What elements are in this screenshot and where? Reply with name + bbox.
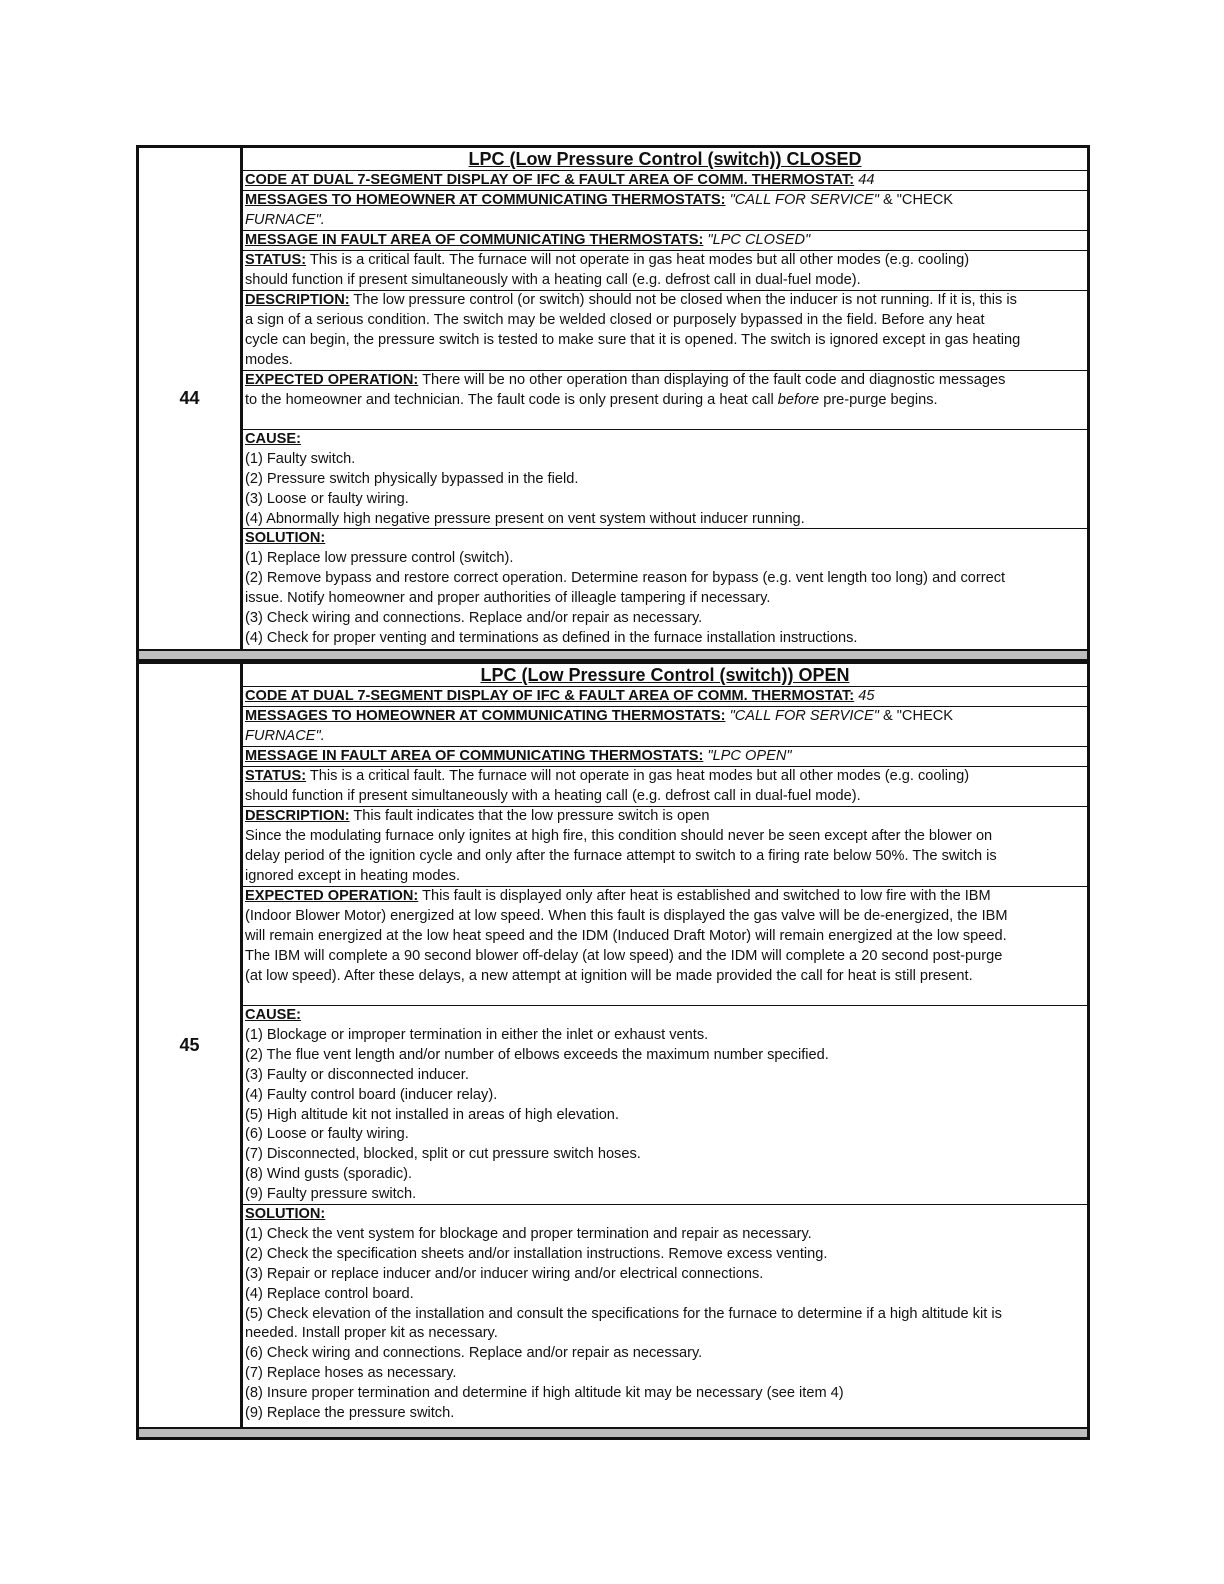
fault-area-message-row: MESSAGE IN FAULT AREA OF COMMUNICATING THERMOSTATS: "LPC OPEN" bbox=[243, 747, 1087, 767]
list-item: (2) Check the specification sheets and/or installation instructions. Remove excess venting. bbox=[245, 1245, 828, 1262]
description-row: DESCRIPTION: This fault indicates that the low pressure switch is open Since the modulating furnace only ignites at high fire, this condition should never be seen except after the blower on delay period of the ignition cycle and only after the furnace attempt to switch to a firing rate below 50%. The switch is ignored except in heating modes. bbox=[243, 807, 1087, 887]
expected-operation-row: EXPECTED OPERATION: There will be no other operation than displaying of the fault code and diagnostic messages to the homeowner and technician. The fault code is only present during a heat call before pre-purge begins. bbox=[243, 371, 1087, 430]
fault-title: LPC (Low Pressure Control (switch)) CLOSED bbox=[243, 148, 1087, 171]
list-item: issue. Notify homeowner and proper authorities of illeagle tampering if necessary. bbox=[245, 589, 771, 606]
list-item: (2) Remove bypass and restore correct operation. Determine reason for bypass (e.g. vent length too long) and correct bbox=[245, 569, 1006, 586]
fault-content bbox=[243, 664, 1087, 1425]
fault-separator-bar bbox=[139, 1427, 1087, 1437]
list-item: (7) Replace hoses as necessary. bbox=[245, 1365, 457, 1382]
cause-row: CAUSE: (1) Faulty switch. (2) Pressure switch physically bypassed in the field. (3) Loose or faulty wiring. (4) Abnormally high negative pressure present on vent system without inducer running. bbox=[243, 430, 1087, 529]
homeowner-message-row: MESSAGES TO HOMEOWNER AT COMMUNICATING THERMOSTATS: "CALL FOR SERVICE" & "CHECK FURNACE". bbox=[243, 191, 1087, 231]
fault-area-message-row: MESSAGE IN FAULT AREA OF COMMUNICATING THERMOSTATS: "LPC CLOSED" bbox=[243, 231, 1087, 251]
list-item: (3) Check wiring and connections. Replace and/or repair as necessary. bbox=[245, 609, 703, 626]
list-item: (6) Loose or faulty wiring. bbox=[245, 1126, 409, 1143]
list-item: (4) Check for proper venting and terminations as defined in the furnace installation instructions. bbox=[245, 629, 858, 646]
fault-code-cell: 45 bbox=[139, 664, 243, 1427]
cause-row: CAUSE: (1) Blockage or improper termination in either the inlet or exhaust vents. (2) The flue vent length and/or number of elbows exceeds the maximum number specified. (3) Faulty or disconnected inducer. (4) Faulty control board (inducer relay). (5) High altitude kit not installed in areas of high elevation. (6) Loose or faulty wiring. (7) Disconnected, blocked, split or cut pressure switch hoses. (8) Wind gusts (sporadic). (9) Faulty pressure switch. bbox=[243, 1006, 1087, 1205]
list-item: (3) Loose or faulty wiring. bbox=[245, 490, 409, 507]
list-item: (9) Faulty pressure switch. bbox=[245, 1186, 417, 1203]
expected-operation-row: EXPECTED OPERATION: This fault is displayed only after heat is established and switched to low fire with the IBM (Indoor Blower Motor) energized at low speed. When this fault is displayed the gas valve will be de-energized, the IBM will remain energized at the low heat speed and the IDM (Induced Draft Motor) will remain energized at the low speed. The IBM will complete a 90 second blower off-delay (at low speed) and the IDM will complete a 20 second post-purge (at low speed). After these delays, a new attempt at ignition will be made provided the call for heat is still present. bbox=[243, 887, 1087, 1006]
list-item: (1) Check the vent system for blockage and proper termination and repair as necessary. bbox=[245, 1225, 812, 1242]
fault-block-44 bbox=[136, 145, 1090, 662]
fault-block-45 bbox=[136, 661, 1090, 1440]
solution-row: SOLUTION: (1) Replace low pressure control (switch). (2) Remove bypass and restore correct operation. Determine reason for bypass (e.g. vent length too long) and correct issue. Notify homeowner and proper authorities of illeagle tampering if necessary. (3) Check wiring and connections. Replace and/or repair as necessary. (4) Check for proper venting and terminations as defined in the furnace installation instructions. bbox=[243, 529, 1087, 649]
list-item: (2) The flue vent length and/or number of elbows exceeds the maximum number specified. bbox=[245, 1046, 829, 1063]
fault-code-cell: 44 bbox=[139, 148, 243, 649]
list-item: (1) Blockage or improper termination in either the inlet or exhaust vents. bbox=[245, 1026, 709, 1043]
code-display-row: CODE AT DUAL 7-SEGMENT DISPLAY OF IFC & FAULT AREA OF COMM. THERMOSTAT: 44 bbox=[243, 171, 1087, 191]
code-display-row: CODE AT DUAL 7-SEGMENT DISPLAY OF IFC & FAULT AREA OF COMM. THERMOSTAT: 45 bbox=[243, 687, 1087, 707]
fault-content bbox=[243, 148, 1087, 649]
list-item: (4) Abnormally high negative pressure present on vent system without inducer running. bbox=[245, 510, 805, 527]
list-item: (1) Faulty switch. bbox=[245, 450, 356, 467]
status-row: STATUS: This is a critical fault. The furnace will not operate in gas heat modes but all other modes (e.g. cooling) should function if present simultaneously with a heating call (e.g. defrost call in dual-fuel mode). bbox=[243, 767, 1087, 807]
list-item: (4) Faulty control board (inducer relay). bbox=[245, 1086, 498, 1103]
list-item: (2) Pressure switch physically bypassed in the field. bbox=[245, 470, 579, 487]
list-item: (9) Replace the pressure switch. bbox=[245, 1405, 455, 1422]
list-item: (3) Faulty or disconnected inducer. bbox=[245, 1066, 469, 1083]
solution-row: SOLUTION: (1) Check the vent system for blockage and proper termination and repair as necessary. (2) Check the specification sheets and/or installation instructions. Remove excess venting. (3) Repair or replace inducer and/or inducer wiring and/or electrical connections. (4) Replace control board. (5) Check elevation of the installation and consult the specifications for the furnace to determine if a high altitude kit is needed. Install proper kit as necessary. (6) Check wiring and connections. Replace and/or repair as necessary. (7) Replace hoses as necessary. (8) Insure proper termination and determine if high altitude kit may be necessary (see item 4) (9) Replace the pressure switch. bbox=[243, 1205, 1087, 1425]
list-item: (5) High altitude kit not installed in areas of high elevation. bbox=[245, 1106, 619, 1123]
homeowner-message-row: MESSAGES TO HOMEOWNER AT COMMUNICATING THERMOSTATS: "CALL FOR SERVICE" & "CHECK FURNACE". bbox=[243, 707, 1087, 747]
fault-separator-bar bbox=[139, 649, 1087, 659]
list-item: (5) Check elevation of the installation and consult the specifications for the furnace to determine if a high altitude kit is bbox=[245, 1305, 1002, 1322]
description-row: DESCRIPTION: The low pressure control (or switch) should not be closed when the inducer is not running. If it is, this is a sign of a serious condition. The switch may be welded closed or purposely bypassed in the field. Before any heat cycle can begin, the pressure switch is tested to make sure that it is opened. The switch is ignored except in gas heating modes. bbox=[243, 291, 1087, 371]
list-item: (3) Repair or replace inducer and/or inducer wiring and/or electrical connections. bbox=[245, 1265, 764, 1282]
list-item: (8) Insure proper termination and determine if high altitude kit may be necessary (see item 4) bbox=[245, 1385, 844, 1402]
list-item: needed. Install proper kit as necessary. bbox=[245, 1325, 498, 1342]
list-item: (4) Replace control board. bbox=[245, 1285, 414, 1302]
list-item: (1) Replace low pressure control (switch). bbox=[245, 549, 514, 566]
list-item: (6) Check wiring and connections. Replace and/or repair as necessary. bbox=[245, 1345, 703, 1362]
fault-title: LPC (Low Pressure Control (switch)) OPEN bbox=[243, 664, 1087, 687]
list-item: (8) Wind gusts (sporadic). bbox=[245, 1166, 413, 1183]
list-item: (7) Disconnected, blocked, split or cut pressure switch hoses. bbox=[245, 1146, 641, 1163]
status-row: STATUS: This is a critical fault. The furnace will not operate in gas heat modes but all other modes (e.g. cooling) should function if present simultaneously with a heating call (e.g. defrost call in dual-fuel mode). bbox=[243, 251, 1087, 291]
